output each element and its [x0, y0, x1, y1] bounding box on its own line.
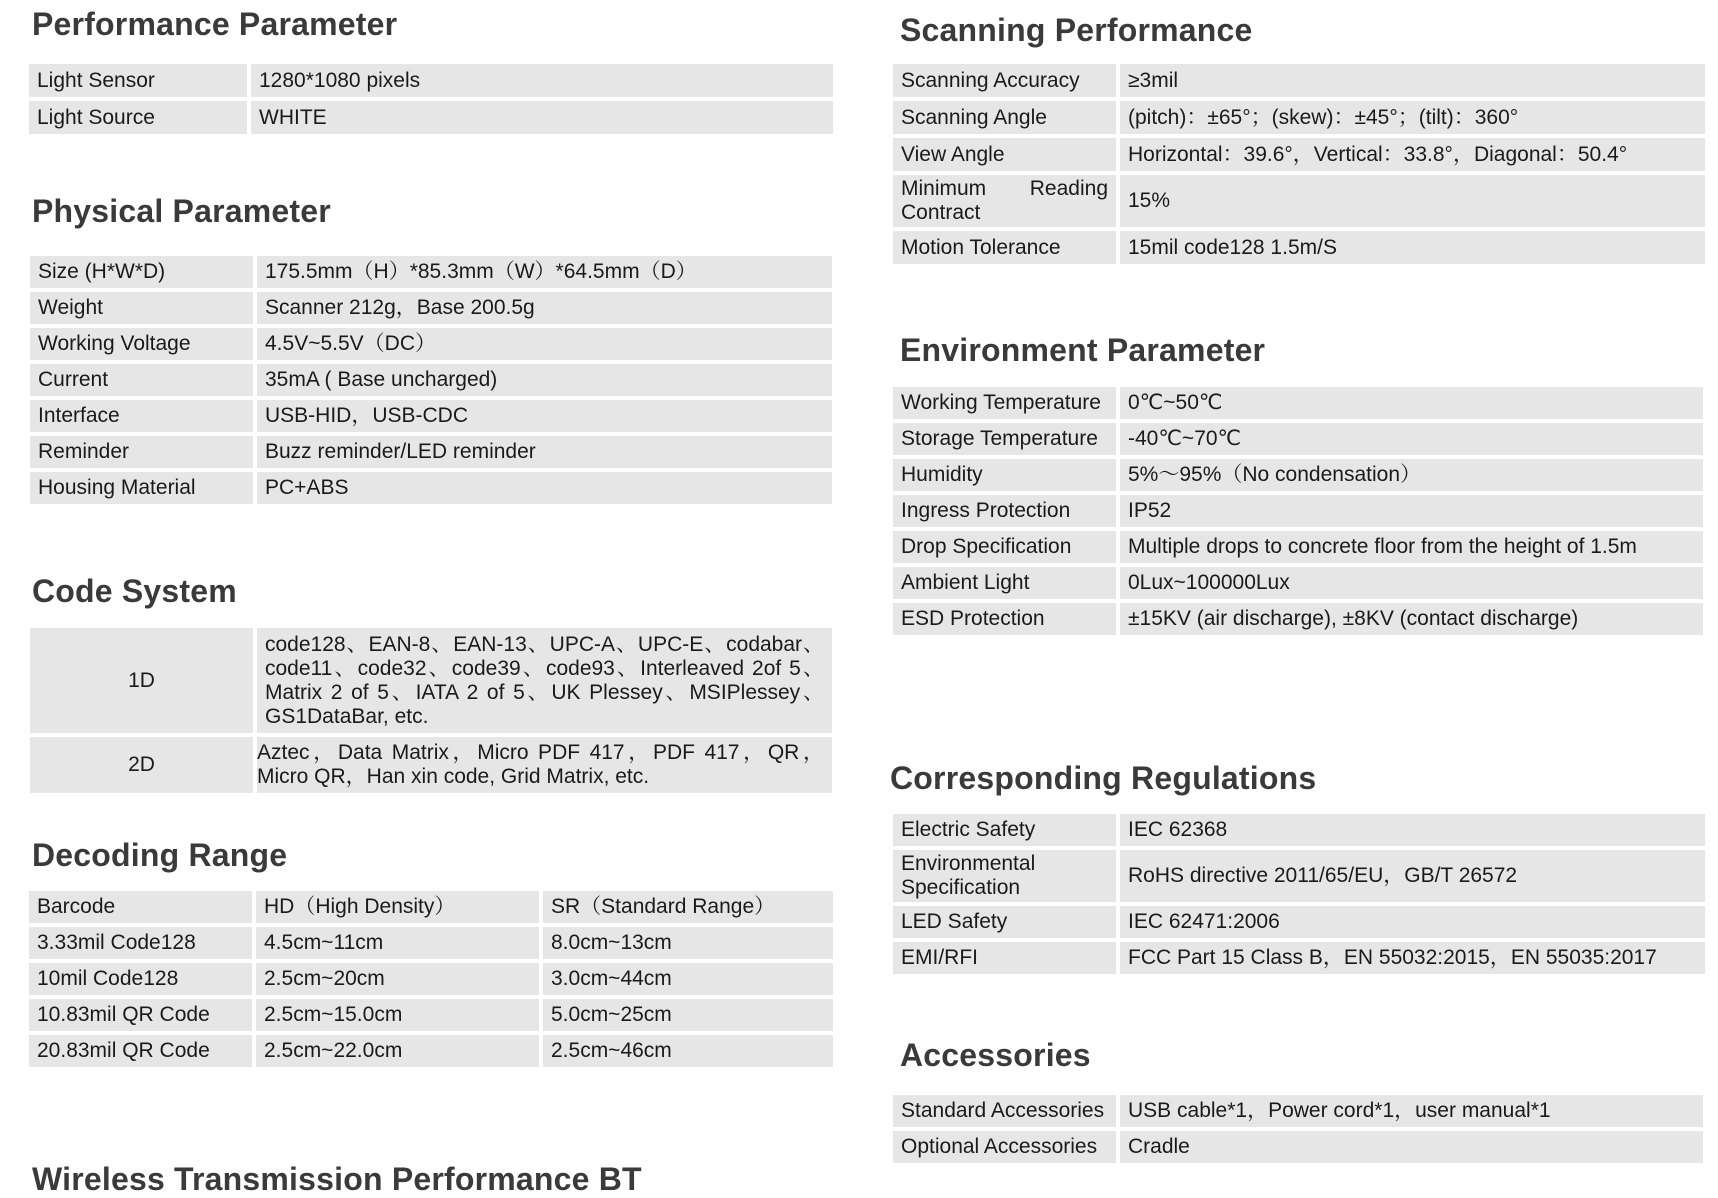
- row-value: 15mil code128 1.5m/S: [1120, 231, 1705, 264]
- table-row: [29, 999, 833, 1031]
- table-row: [893, 495, 1703, 527]
- table-cell: 2.5cm~46cm: [543, 1035, 833, 1067]
- table-cell: 3.33mil Code128: [29, 927, 252, 959]
- column-header: HD（High Density）: [256, 891, 539, 923]
- table-row: [893, 138, 1705, 171]
- row-value: code128、EAN-8、EAN-13、UPC-A、UPC-E、codabar、code11、code32、code39、code93、Interleaved 2of 5、Matrix 2 of 5、IATA 2 of 5、UK Plessey、MSIPlessey、GS1DataBar, etc.: [257, 628, 832, 733]
- row-label: Optional Accessories: [893, 1131, 1116, 1163]
- row-value: Horizontal：39.6°，Vertical：33.8°，Diagonal：50.4°: [1120, 138, 1705, 171]
- row-value: WHITE: [251, 101, 833, 134]
- row-value: -40℃~70℃: [1120, 423, 1703, 455]
- table-row: [893, 231, 1705, 264]
- row-value: Cradle: [1120, 1131, 1703, 1163]
- row-value: Scanner 212g，Base 200.5g: [257, 292, 832, 324]
- row-value: Buzz reminder/LED reminder: [257, 436, 832, 468]
- table-row: [893, 1131, 1703, 1163]
- column-header: Barcode: [29, 891, 252, 923]
- row-label: Interface: [30, 400, 253, 432]
- table-row: [30, 436, 832, 468]
- row-label: 2D: [30, 737, 253, 793]
- row-label: Environmental Specification: [893, 850, 1116, 902]
- row-label: Ambient Light: [893, 567, 1116, 599]
- section-title: Decoding Range: [32, 837, 288, 873]
- table-row: [30, 256, 832, 288]
- row-label: Humidity: [893, 459, 1116, 491]
- table-row: [30, 628, 832, 733]
- table-row: [30, 472, 832, 504]
- scanning-performance-table: [889, 60, 1709, 268]
- section-title: Accessories: [900, 1037, 1091, 1073]
- section-title: Corresponding Regulations: [890, 760, 1317, 796]
- row-value: RoHS directive 2011/65/EU，GB/T 26572: [1120, 850, 1705, 902]
- corresponding-regulations-section: [890, 760, 1316, 797]
- performance-parameter-section: [32, 6, 397, 43]
- row-value: IEC 62368: [1120, 814, 1705, 846]
- table-row: [893, 175, 1705, 227]
- row-label: Motion Tolerance: [893, 231, 1116, 264]
- table-cell: 4.5cm~11cm: [256, 927, 539, 959]
- table-row: [893, 531, 1703, 563]
- table-row: [30, 737, 832, 793]
- table-cell: 10.83mil QR Code: [29, 999, 252, 1031]
- row-label: Weight: [30, 292, 253, 324]
- table-row: [29, 927, 833, 959]
- row-value: ±15KV (air discharge), ±8KV (contact discharge): [1120, 603, 1703, 635]
- row-value: 5%～95%（No condensation）: [1120, 459, 1703, 491]
- row-value: IP52: [1120, 495, 1703, 527]
- decoding-range-section: [32, 837, 287, 874]
- table-row: [29, 963, 833, 995]
- table-cell: 2.5cm~20cm: [256, 963, 539, 995]
- row-label: Reminder: [30, 436, 253, 468]
- row-value: Multiple drops to concrete floor from the height of 1.5m: [1120, 531, 1703, 563]
- row-label: LED Safety: [893, 906, 1116, 938]
- table-cell: 10mil Code128: [29, 963, 252, 995]
- row-value: 0Lux~100000Lux: [1120, 567, 1703, 599]
- row-label: Current: [30, 364, 253, 396]
- row-label: ESD Protection: [893, 603, 1116, 635]
- table-row: [893, 942, 1705, 974]
- table-row: [29, 64, 833, 97]
- row-value: FCC Part 15 Class B，EN 55032:2015，EN 55035:2017: [1120, 942, 1705, 974]
- row-value: 35mA ( Base uncharged): [257, 364, 832, 396]
- row-label: EMI/RFI: [893, 942, 1116, 974]
- row-value: (pitch)：±65°；(skew)：±45°；(tilt)：360°: [1120, 101, 1705, 134]
- row-label: Housing Material: [30, 472, 253, 504]
- section-title: Physical Parameter: [32, 193, 331, 229]
- row-value: 4.5V~5.5V（DC）: [257, 328, 832, 360]
- table-row: [893, 101, 1705, 134]
- row-value: 175.5mm（H）*85.3mm（W）*64.5mm（D）: [257, 256, 832, 288]
- row-label: View Angle: [893, 138, 1116, 171]
- accessories-table: [889, 1091, 1707, 1167]
- table-row: [29, 1035, 833, 1067]
- physical-parameter-section: [32, 193, 331, 230]
- table-row: [893, 603, 1703, 635]
- table-row: [893, 814, 1705, 846]
- row-value: 1280*1080 pixels: [251, 64, 833, 97]
- table-row: [30, 364, 832, 396]
- decoding-range-table: [25, 887, 837, 1071]
- table-row: [30, 328, 832, 360]
- section-title: Performance Parameter: [32, 6, 398, 42]
- row-value: USB cable*1，Power cord*1，user manual*1: [1120, 1095, 1703, 1127]
- code-system-section: [32, 573, 237, 610]
- table-row: [893, 850, 1705, 902]
- table-row: [893, 387, 1703, 419]
- table-cell: 5.0cm~25cm: [543, 999, 833, 1031]
- scanning-performance-section: [900, 12, 1253, 49]
- section-title: Code System: [32, 573, 237, 609]
- performance-parameter-table: [25, 60, 837, 138]
- row-label: Storage Temperature: [893, 423, 1116, 455]
- table-row: [30, 400, 832, 432]
- row-label: Ingress Protection: [893, 495, 1116, 527]
- physical-parameter-table: [26, 252, 836, 508]
- table-row: [893, 423, 1703, 455]
- table-row: [893, 64, 1705, 97]
- table-header-row: [29, 891, 833, 923]
- row-label: Standard Accessories: [893, 1095, 1116, 1127]
- wireless-transmission-section: [32, 1161, 642, 1198]
- row-label: Drop Specification: [893, 531, 1116, 563]
- table-cell: 20.83mil QR Code: [29, 1035, 252, 1067]
- row-label: Scanning Angle: [893, 101, 1116, 134]
- corresponding-regulations-table: [889, 810, 1709, 978]
- table-cell: 2.5cm~22.0cm: [256, 1035, 539, 1067]
- row-value: Aztec，Data Matrix，Micro PDF 417，PDF 417，QR，Micro QR，Han xin code, Grid Matrix, etc.: [257, 737, 832, 793]
- row-value: PC+ABS: [257, 472, 832, 504]
- row-value: USB-HID，USB-CDC: [257, 400, 832, 432]
- row-label: Working Temperature: [893, 387, 1116, 419]
- table-row: [893, 567, 1703, 599]
- environment-parameter-table: [889, 383, 1707, 639]
- column-header: SR（Standard Range）: [543, 891, 833, 923]
- row-label: 1D: [30, 628, 253, 733]
- row-label: Light Source: [29, 101, 247, 134]
- row-value: IEC 62471:2006: [1120, 906, 1705, 938]
- row-label: Light Sensor: [29, 64, 247, 97]
- accessories-section: [900, 1037, 1091, 1074]
- environment-parameter-section: [900, 332, 1265, 369]
- table-row: [30, 292, 832, 324]
- section-title: Wireless Transmission Performance BT: [32, 1161, 642, 1197]
- row-value: ≥3mil: [1120, 64, 1705, 97]
- row-label: Scanning Accuracy: [893, 64, 1116, 97]
- section-title: Scanning Performance: [900, 12, 1253, 48]
- table-cell: 3.0cm~44cm: [543, 963, 833, 995]
- section-title: Environment Parameter: [900, 332, 1266, 368]
- code-system-table: [26, 624, 836, 797]
- table-row: [893, 906, 1705, 938]
- row-label: Minimum Reading Contract: [893, 175, 1116, 227]
- table-row: [893, 1095, 1703, 1127]
- row-label: Size (H*W*D): [30, 256, 253, 288]
- row-label: Electric Safety: [893, 814, 1116, 846]
- row-label: Working Voltage: [30, 328, 253, 360]
- table-row: [893, 459, 1703, 491]
- row-value: 0℃~50℃: [1120, 387, 1703, 419]
- table-row: [29, 101, 833, 134]
- table-cell: 8.0cm~13cm: [543, 927, 833, 959]
- row-value: 15%: [1120, 175, 1705, 227]
- table-cell: 2.5cm~15.0cm: [256, 999, 539, 1031]
